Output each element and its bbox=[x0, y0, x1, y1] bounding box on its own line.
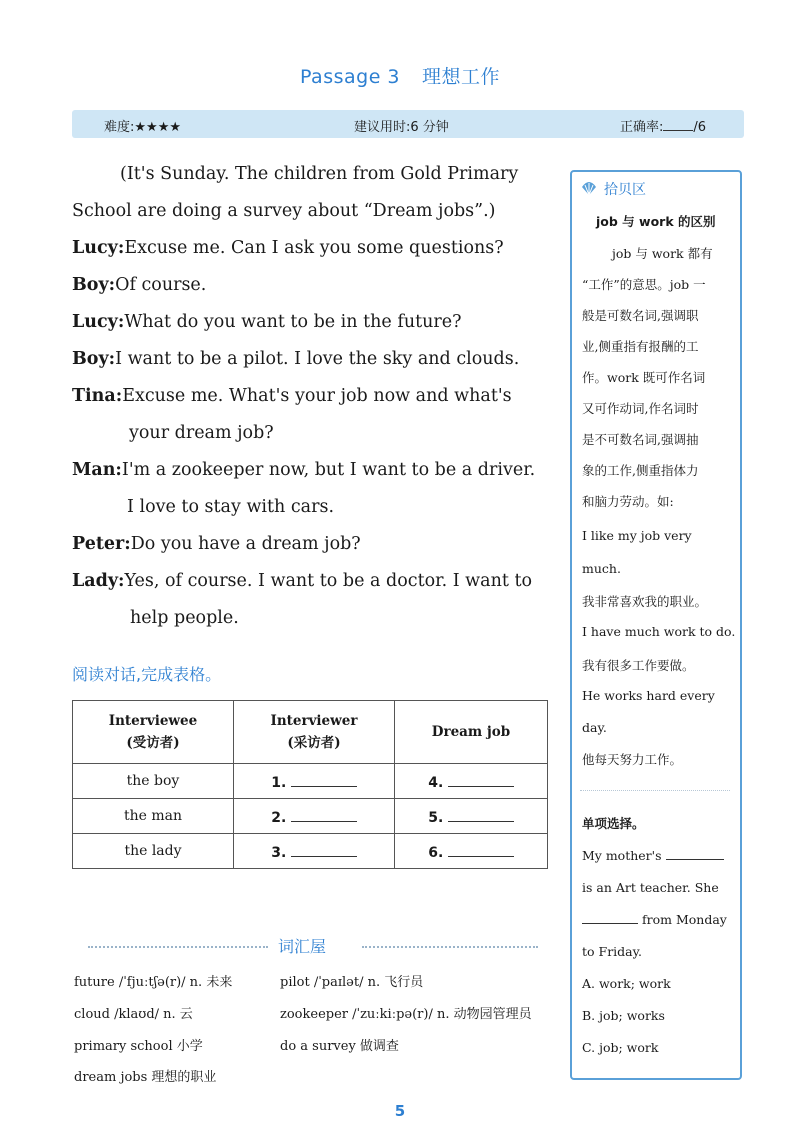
dialogue-text: Excuse me. What's your job now and what's bbox=[122, 386, 512, 406]
passage-intro-2: School are doing a survey about “Dream jobs”.) bbox=[72, 201, 496, 221]
dialogue-continuation: I love to stay with cars. bbox=[127, 497, 335, 517]
speaker-name: Boy: bbox=[72, 349, 116, 369]
answer-cell[interactable] bbox=[395, 799, 548, 834]
dialogue-text: I want to be a pilot. I love the sky and clouds. bbox=[115, 349, 520, 369]
dialogue-text: Excuse me. Can I ask you some questions? bbox=[124, 238, 504, 258]
blank-number: 6. bbox=[428, 844, 444, 861]
note-line: 和脑力劳动。如: bbox=[582, 494, 674, 509]
speaker-name: Peter: bbox=[72, 534, 131, 554]
example-translation: 我非常喜欢我的职业。 bbox=[582, 594, 708, 609]
example-line: He works hard every bbox=[582, 688, 715, 703]
note-line: 象的工作,侧重指体力 bbox=[582, 463, 699, 478]
quiz-text: from Monday bbox=[641, 912, 727, 927]
blank-number: 2. bbox=[271, 809, 287, 826]
vocab-item: future /ˈfjuːtʃə(r)/ n. 未来 bbox=[74, 975, 233, 990]
interviewee-cell: the boy bbox=[73, 764, 234, 799]
interviewee-cell: the man bbox=[73, 799, 234, 834]
vocab-item: cloud /klaʊd/ n. 云 bbox=[74, 1007, 193, 1022]
vocab-title: 词汇屋 bbox=[278, 937, 327, 956]
example-line: day. bbox=[582, 720, 607, 735]
passage-number: Passage 3 bbox=[299, 66, 401, 88]
answer-blank[interactable] bbox=[291, 772, 357, 787]
accuracy-field bbox=[620, 116, 706, 135]
quiz-option-a[interactable]: A. work; work bbox=[582, 976, 671, 991]
table-row bbox=[73, 764, 548, 799]
sidebar-notes bbox=[570, 170, 742, 1080]
header-sublabel: (受访者) bbox=[126, 735, 180, 751]
quiz-line: to Friday. bbox=[582, 944, 642, 959]
answer-cell[interactable] bbox=[234, 799, 395, 834]
quiz-option-c[interactable]: C. job; work bbox=[582, 1040, 659, 1055]
speaker-name: Lucy: bbox=[72, 238, 125, 258]
table-row bbox=[73, 799, 548, 834]
table-header-row bbox=[73, 701, 548, 764]
answer-cell[interactable] bbox=[395, 764, 548, 799]
speaker-name: Lucy: bbox=[72, 312, 125, 332]
column-header-interviewer bbox=[234, 701, 395, 764]
blank-number: 4. bbox=[428, 774, 444, 791]
task-instruction: 阅读对话,完成表格。 bbox=[72, 665, 222, 684]
sidebar-title: 拾贝区 bbox=[604, 182, 646, 198]
note-line: 是不可数名词,强调抽 bbox=[582, 432, 699, 447]
speaker-name: Tina: bbox=[72, 386, 123, 406]
quiz-blank[interactable] bbox=[582, 912, 638, 924]
interviewee-cell: the lady bbox=[73, 834, 234, 869]
difficulty-rating: 难度:★★★★ bbox=[104, 120, 181, 135]
sidebar-subtitle: job 与 work 的区别 bbox=[596, 214, 716, 229]
dialogue-text: Do you have a dream job? bbox=[130, 534, 361, 554]
dialogue-line bbox=[72, 452, 535, 489]
blank-number: 5. bbox=[428, 809, 444, 826]
dialogue-line bbox=[72, 230, 504, 267]
accuracy-label: 正确率: bbox=[620, 120, 664, 135]
dialogue-line bbox=[72, 563, 532, 600]
table-row bbox=[73, 834, 548, 869]
note-line: 业,侧重指有报酬的工 bbox=[582, 339, 699, 354]
note-line: 又可作动词,作名词时 bbox=[582, 401, 699, 416]
divider bbox=[88, 946, 268, 948]
dialogue-continuation: your dream job? bbox=[129, 423, 274, 443]
note-line: 般是可数名词,强调职 bbox=[582, 308, 699, 323]
dialogue-line bbox=[72, 378, 512, 415]
dialogue-line bbox=[72, 526, 361, 563]
quiz-title: 单项选择。 bbox=[582, 816, 645, 831]
header-sublabel: (采访者) bbox=[287, 735, 341, 751]
vocab-item: dream jobs 理想的职业 bbox=[74, 1070, 217, 1085]
column-header-dream-job bbox=[395, 701, 548, 764]
note-line: “工作”的意思。job 一 bbox=[582, 277, 706, 292]
dialogue-line bbox=[72, 267, 206, 304]
shell-icon bbox=[580, 180, 598, 196]
header-label: Dream job bbox=[431, 724, 511, 740]
quiz-option-b[interactable]: B. job; works bbox=[582, 1008, 665, 1023]
accuracy-total: /6 bbox=[693, 120, 707, 135]
passage-topic: 理想工作 bbox=[422, 66, 501, 88]
quiz-blank[interactable] bbox=[666, 848, 724, 860]
answer-blank[interactable] bbox=[448, 807, 514, 822]
suggested-time: 建议用时:6 分钟 bbox=[354, 120, 449, 135]
quiz-line: is an Art teacher. She bbox=[582, 880, 719, 895]
answer-blank[interactable] bbox=[448, 772, 514, 787]
dialogue-line bbox=[72, 304, 462, 341]
answer-table bbox=[72, 700, 548, 869]
speaker-name: Boy: bbox=[72, 275, 116, 295]
answer-blank[interactable] bbox=[291, 807, 357, 822]
vocab-item: zookeeper /ˈzuːkiːpə(r)/ n. 动物园管理员 bbox=[280, 1007, 532, 1022]
page-title bbox=[0, 62, 800, 89]
speaker-name: Lady: bbox=[72, 571, 125, 591]
vocab-item: do a survey 做调查 bbox=[280, 1039, 399, 1054]
divider bbox=[362, 946, 538, 948]
vocab-item: pilot /ˈpaɪlət/ n. 飞行员 bbox=[280, 975, 424, 990]
example-translation: 我有很多工作要做。 bbox=[582, 658, 695, 673]
dialogue-continuation: help people. bbox=[130, 608, 239, 628]
dialogue-text: What do you want to be in the future? bbox=[124, 312, 462, 332]
dialogue-text: Yes, of course. I want to be a doctor. I want to bbox=[124, 571, 533, 591]
dialogue-line bbox=[72, 341, 519, 378]
passage-intro-1: (It's Sunday. The children from Gold Primary bbox=[120, 164, 519, 184]
divider bbox=[580, 790, 730, 791]
answer-cell[interactable] bbox=[234, 834, 395, 869]
note-line: 作。work 既可作名词 bbox=[582, 370, 706, 385]
dialogue-text: Of course. bbox=[115, 275, 207, 295]
vocab-item: primary school 小学 bbox=[74, 1039, 203, 1054]
example-line: much. bbox=[582, 561, 621, 576]
example-translation: 他每天努力工作。 bbox=[582, 752, 683, 767]
accuracy-blank bbox=[663, 119, 693, 131]
column-header-interviewee bbox=[73, 701, 234, 764]
header-label: Interviewer bbox=[270, 713, 358, 729]
answer-cell[interactable] bbox=[395, 834, 548, 869]
example-line: I have much work to do. bbox=[582, 624, 736, 639]
blank-number: 1. bbox=[271, 774, 287, 791]
page-number: 5 bbox=[394, 1102, 406, 1120]
vocab-header bbox=[88, 934, 538, 958]
quiz-text: My mother's bbox=[582, 848, 662, 863]
quiz-line bbox=[582, 912, 727, 927]
answer-cell[interactable] bbox=[234, 764, 395, 799]
speaker-name: Man: bbox=[72, 460, 122, 480]
answer-blank[interactable] bbox=[448, 842, 514, 857]
blank-number: 3. bbox=[271, 844, 287, 861]
quiz-line bbox=[582, 848, 724, 863]
dialogue-text: I'm a zookeeper now, but I want to be a driver. bbox=[121, 460, 536, 480]
note-line: job 与 work 都有 bbox=[612, 246, 713, 261]
header-label: Interviewee bbox=[108, 713, 198, 729]
info-bar bbox=[72, 110, 744, 138]
answer-blank[interactable] bbox=[291, 842, 357, 857]
example-line: I like my job very bbox=[582, 528, 692, 543]
